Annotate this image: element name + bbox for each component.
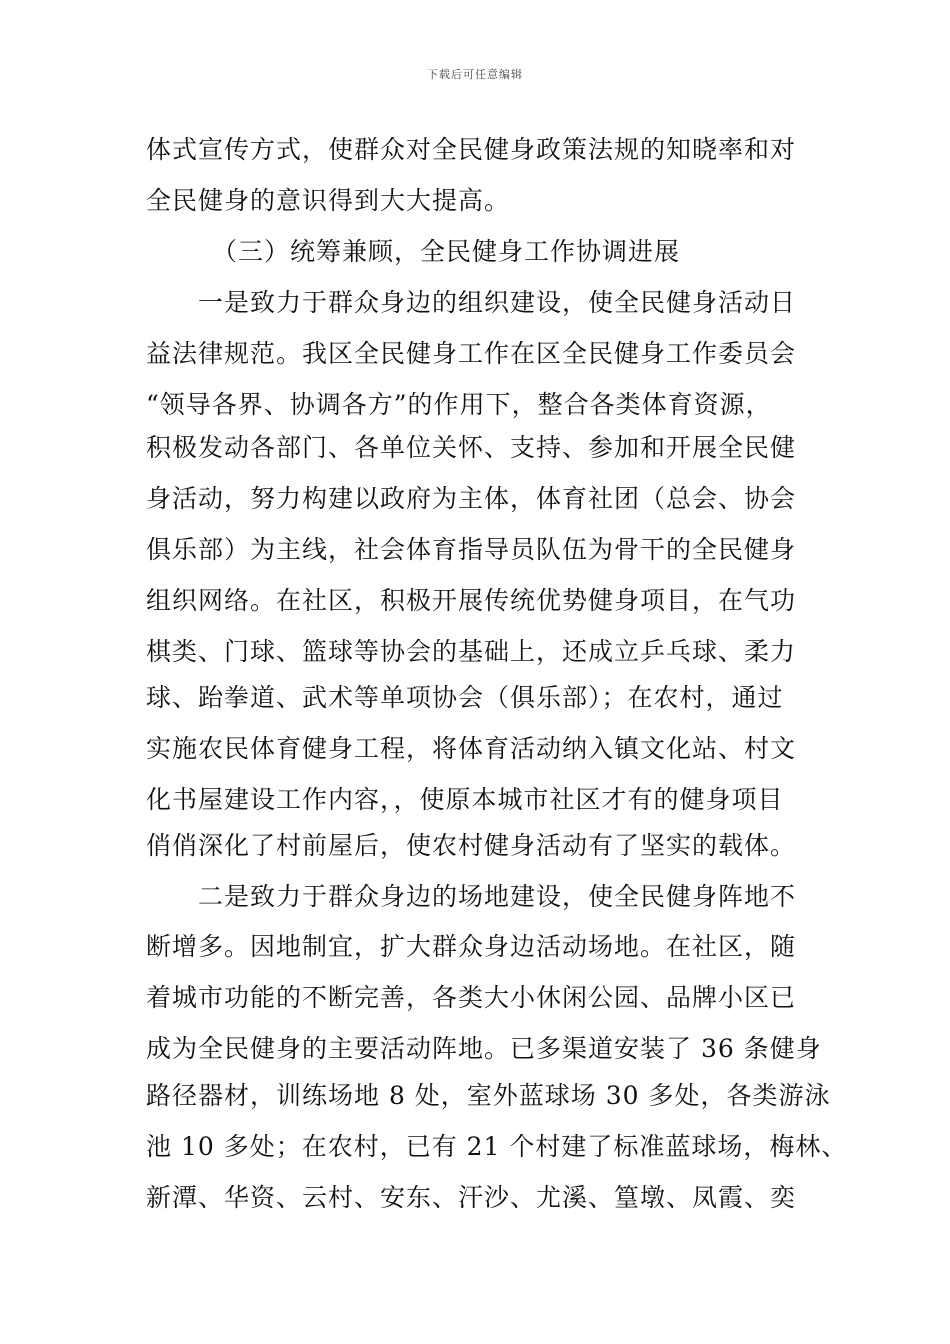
text-line: 俱乐部）为主线，社会体育指导员队伍为骨干的全民健身: [146, 535, 797, 564]
text-line: 球、跆拳道、武术等单项协会（俱乐部）；在农村，通过: [146, 683, 784, 712]
text-line: 实施农民体育健身工程，将体育活动纳入镇文化站、村文: [146, 734, 797, 763]
text-line: 俏俏深化了村前屋后，使农村健身活动有了坚实的载体。: [146, 831, 797, 860]
text-line: 成为全民健身的主要活动阵地。已多渠道安装了 36 条健身: [146, 1034, 822, 1063]
text-line: 化书屋建设工作内容，，使原本城市社区才有的健身项目: [146, 785, 784, 814]
text-line: 路径器材，训练场地 8 处，室外蓝球场 30 多处，各类游泳: [146, 1081, 831, 1110]
page-header: 下载后可任意编辑: [427, 68, 523, 81]
section-heading: （三）统筹兼顾，全民健身工作协调进展: [212, 237, 681, 266]
text-line: 全民健身的意识得到大大提高。: [146, 186, 511, 215]
paragraph-first-line: 一是致力于群众身边的组织建设，使全民健身活动日: [198, 288, 797, 317]
text-line: “领导各界、协调各方”的作用下，整合各类体育资源，: [146, 390, 772, 419]
text-line: 益法律规范。我区全民健身工作在区全民健身工作委员会: [146, 339, 797, 368]
paragraph-first-line: 二是致力于群众身边的场地建设，使全民健身阵地不: [198, 882, 797, 911]
text-line: 体式宣传方式，使群众对全民健身政策法规的知晓率和对: [146, 135, 797, 164]
text-line: 组织网络。在社区，积极开展传统优势健身项目，在气功: [146, 586, 797, 615]
text-line: 棋类、门球、篮球等协会的基础上，还成立乒乓球、柔力: [146, 637, 797, 666]
text-line: 积极发动各部门、各单位关怀、支持、参加和开展全民健: [146, 433, 797, 462]
text-line: 身活动，努力构建以政府为主体，体育社团（总会、协会: [146, 484, 797, 513]
text-line: 断增多。因地制宜，扩大群众身边活动场地。在社区，随: [146, 932, 797, 961]
text-line: 新潭、华资、云村、安东、汗沙、尤溪、篁墩、凤霞、奕: [146, 1183, 797, 1212]
text-line: 着城市功能的不断完善，各类大小休闲公园、品牌小区已: [146, 983, 797, 1012]
text-line: 池 10 多处；在农村，已有 21 个村建了标准蓝球场，梅林、: [146, 1132, 848, 1161]
